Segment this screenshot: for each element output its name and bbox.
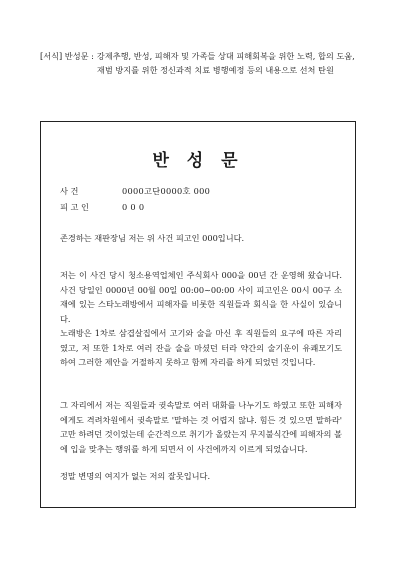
paragraph-incident: 그 자리에서 저는 직원들과 귓속말로 여러 대화를 나누기도 하였고 또한 피해자에게도 격려차원에서 귓속말로 '말하는 것 어렵지 않냐. 힘든 것 있으면 말하라' 고만 하려던 것이었는데 순간적으로 취기가 올랐는지 무지불식간에 피해자의 볼에 입을 맞추는 행위를 하게 되면서 이 사건에까지 이르게 되었습니다. <box>60 400 342 454</box>
paragraph-karaoke: 노래방은 1차로 삼겹살집에서 고기와 술을 마신 후 직원들의 요구에 따른 자리였고, 저 또한 1차로 여러 잔을 술을 마셨던 터라 약간의 술기운이 유쾌모기도 하여 그러한 제안을 거절하지 못하고 함께 자리를 하게 되었던 것입니다. <box>60 328 342 368</box>
example-note-tag: [서식] 반성문 : <box>40 51 94 61</box>
apology-letter-document <box>40 121 356 508</box>
case-value: 0000고단0000호 000 <box>122 186 211 196</box>
defendant-label: 피 고 인 <box>60 202 89 212</box>
defendant-value: 0 0 0 <box>122 202 145 212</box>
paragraph-background: 저는 이 사건 당시 청소용역업체인 주식회사 000을 00년 간 운영해 왔습니다. 사건 당일인 0000년 00월 00일 00:00~00:00 사이 피고인은 00시 00구 소재에 있는 스타노래방에서 피해자를 비롯한 직원들과 회식을 한 사실이 있습니다. <box>60 270 342 324</box>
case-field <box>60 186 210 197</box>
defendant-field <box>60 202 144 213</box>
case-label: 사 건 <box>60 186 79 196</box>
paragraph-admission: 정말 변명의 여지가 없는 저의 잘못입니다. <box>60 471 211 481</box>
document-title: 반 성 문 <box>152 151 244 171</box>
example-note <box>40 49 358 77</box>
paragraph-greeting: 존경하는 재판장님 저는 위 사건 피고인 000입니다. <box>60 233 245 243</box>
example-note-text: 강제추행, 반성, 피해자 및 가족들 상대 피해회복을 위한 노력, 합의 도움, 재범 방지를 위한 정신과적 치료 병행예정 등의 내용으로 선처 탄원 <box>96 51 355 75</box>
